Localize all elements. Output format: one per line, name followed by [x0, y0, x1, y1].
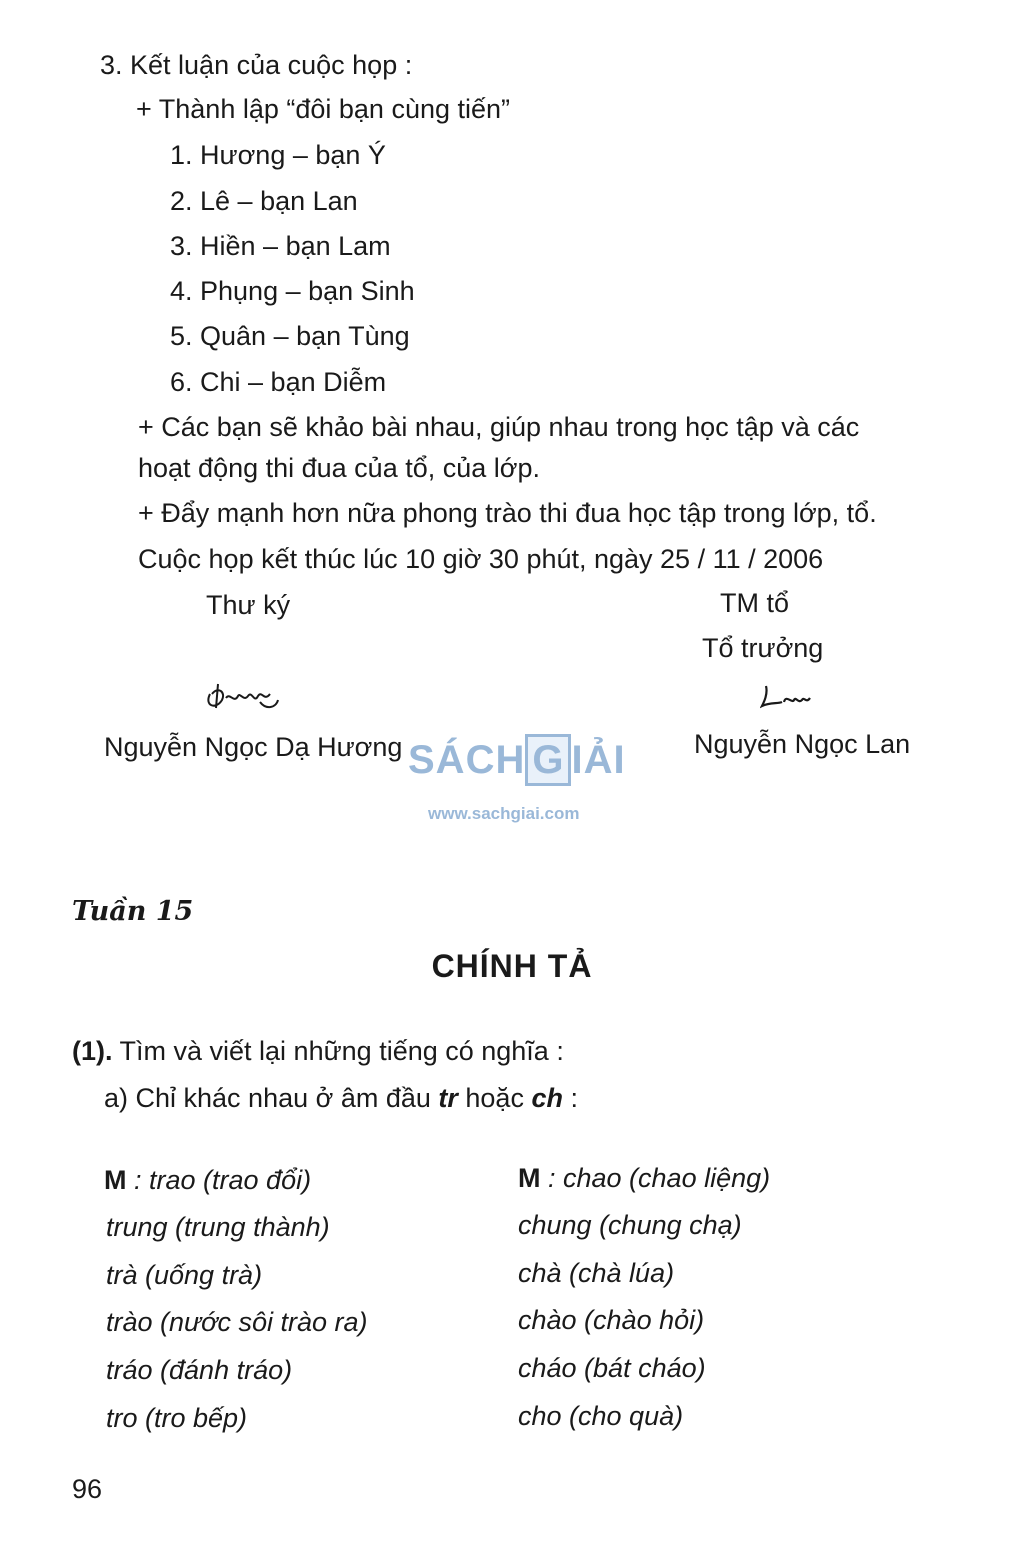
pair-item: 1. Hương – bạn Ý	[170, 140, 386, 170]
exercise-sub-a: a) Chỉ khác nhau ở âm đầu tr hoặc ch :	[104, 1083, 578, 1113]
ch-word: chà (chà lúa)	[518, 1258, 675, 1288]
conclusion-item-3: + Đẩy mạnh hơn nữa phong trào thi đua học tập trong lớp, tổ.	[138, 498, 877, 528]
leader-role-line2: Tổ trưởng	[702, 633, 824, 663]
secretary-role: Thư ký	[206, 590, 291, 620]
meeting-end-time: Cuộc họp kết thúc lúc 10 giờ 30 phút, ngày 25 / 11 / 2006	[138, 544, 824, 574]
secretary-name: Nguyễn Ngọc Dạ Hương	[104, 732, 403, 762]
pair-item: 2. Lê – bạn Lan	[170, 186, 358, 216]
tr-word: trà (uống trà)	[106, 1260, 263, 1290]
tr-word: tráo (đánh tráo)	[106, 1355, 293, 1385]
exercise-prompt	[72, 1034, 564, 1068]
ch-model: M : chao (chao liệng)	[518, 1163, 771, 1193]
watermark-url: www.sachgiai.com	[428, 804, 580, 823]
conclusion-item-2-cont: hoạt động thi đua của tổ, của lớp.	[138, 453, 540, 483]
leader-signature	[760, 682, 812, 712]
initial-ch: ch	[531, 1083, 563, 1113]
week-heading: Tuần 15	[72, 896, 194, 927]
section-title: CHÍNH TẢ	[431, 948, 593, 984]
initial-tr: tr	[438, 1083, 458, 1113]
page-number: 96	[72, 1474, 103, 1504]
tr-word: trung (trung thành)	[106, 1212, 330, 1242]
conclusion-item-2: + Các bạn sẽ khảo bài nhau, giúp nhau trong học tập và các	[138, 412, 860, 442]
ch-word: chung (chung chạ)	[518, 1210, 742, 1240]
conclusion-heading: 3. Kết luận của cuộc họp :	[100, 50, 413, 80]
exercise-prompt-text: Tìm và viết lại những tiếng có nghĩa :	[112, 1036, 564, 1066]
tr-word: tro (tro bếp)	[106, 1403, 248, 1433]
pair-item: 4. Phụng – bạn Sinh	[170, 276, 415, 306]
secretary-signature	[200, 680, 286, 716]
ch-word: cho (cho quà)	[518, 1401, 684, 1431]
leader-role-line1: TM tổ	[720, 588, 790, 618]
pair-item: 5. Quân – bạn Tùng	[170, 321, 410, 351]
exercise-number: (1).	[72, 1036, 113, 1066]
tr-word: trào (nước sôi trào ra)	[106, 1307, 368, 1337]
pair-item: 6. Chi – bạn Diễm	[170, 367, 387, 397]
conclusion-item-1: + Thành lập “đôi bạn cùng tiến”	[136, 94, 511, 124]
leader-name: Nguyễn Ngọc Lan	[694, 729, 911, 759]
ch-word: chào (chào hỏi)	[518, 1305, 705, 1335]
watermark-logo: SÁCH G IẢI	[408, 730, 618, 790]
ch-word: cháo (bát cháo)	[518, 1353, 706, 1383]
tr-model: M : trao (trao đổi)	[104, 1165, 312, 1195]
pair-item: 3. Hiền – bạn Lam	[170, 231, 391, 261]
